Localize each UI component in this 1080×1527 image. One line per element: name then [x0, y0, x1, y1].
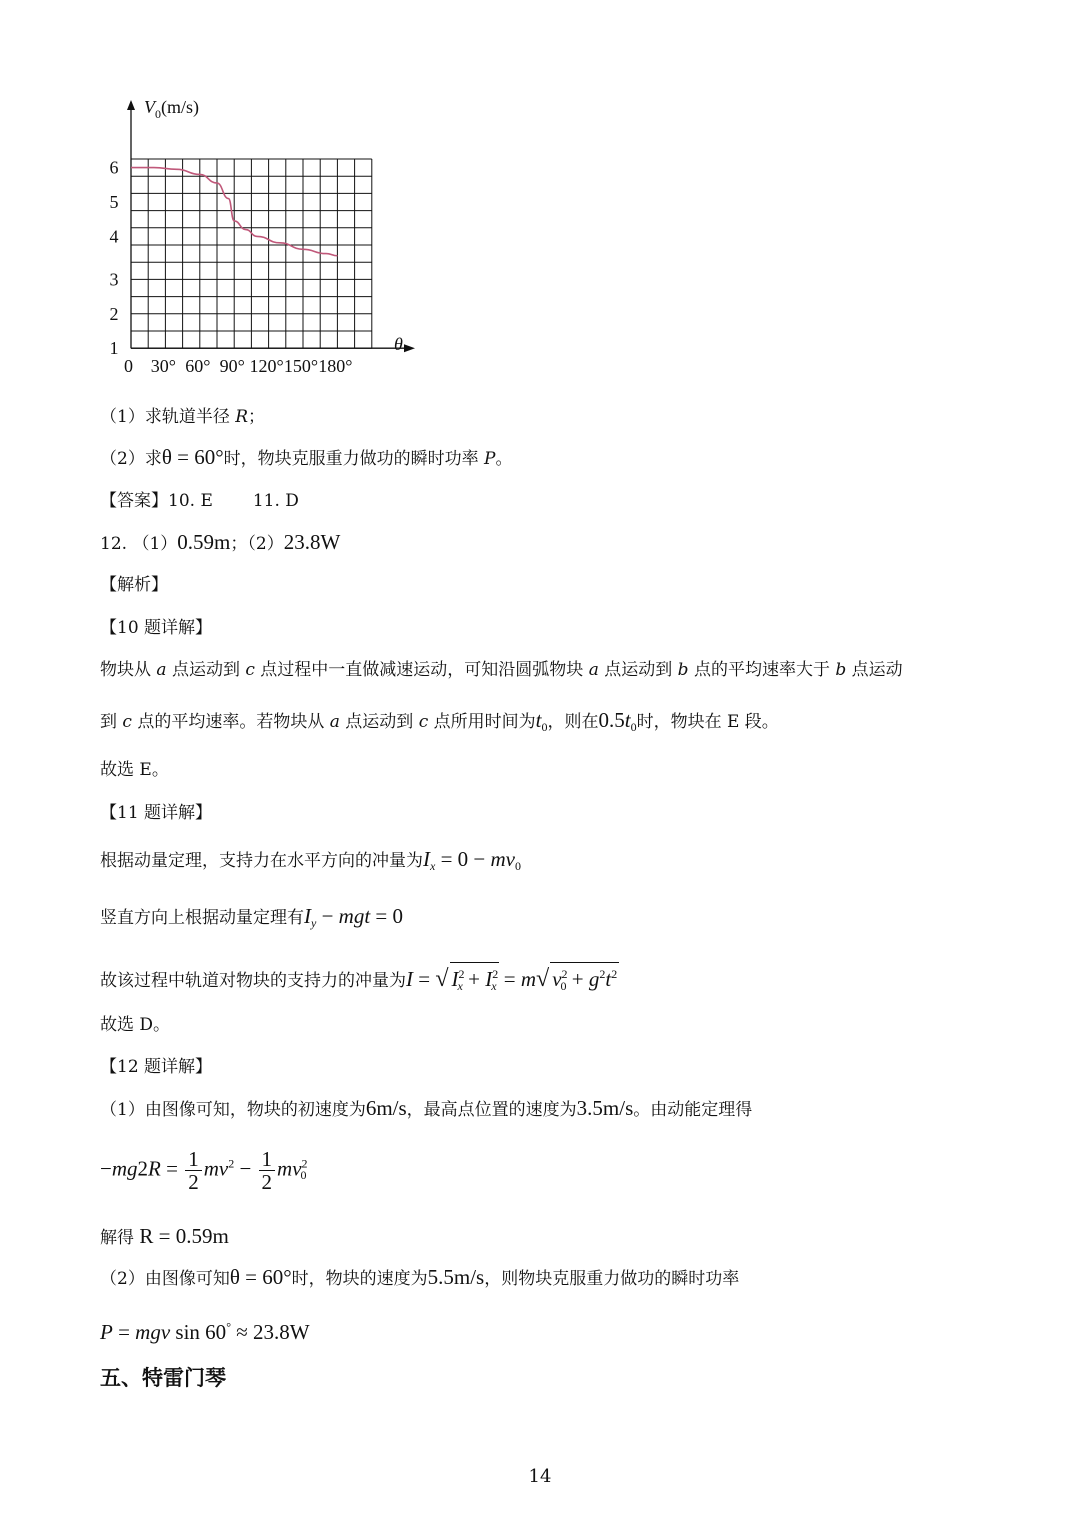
detail-11-conclusion: 故选 D。: [100, 1015, 171, 1035]
y-tick-label: 4: [109, 226, 119, 247]
detail-10-conclusion: 故选 E。: [100, 760, 169, 780]
chart-grid: [131, 159, 372, 348]
detail-11-line-3: 故该过程中轨道对物块的支持力的冲量为I = √ $I^2_x + I^2_x = m√$ $v^2_0 + g^2t^2$: [100, 962, 619, 997]
velocity-angle-chart: [96, 90, 426, 380]
answer-line: 【答案】10. E 11. D: [100, 491, 299, 511]
formula-iy: $I_y$ − mgt = 0: [304, 904, 404, 930]
detail-10-line-1: 物块从 a 点运动到 c 点过程中一直做减速运动，可知沿圆弧物块 a 点运动到 b 点的平均速率大于 b 点运动: [100, 660, 903, 680]
power-equation: P = mgv sin 60° ≈ 23.8W: [100, 1320, 310, 1344]
y-tick-label: 3: [109, 269, 119, 290]
detail-11-heading: 【11 题详解】: [100, 803, 213, 823]
chart-ticks: [110, 158, 353, 376]
x-tick-label: 180°: [318, 356, 353, 376]
origin-label: 0: [124, 356, 133, 376]
x-axis-label: θ: [394, 334, 403, 354]
y-axis-label: $V_0(m/s)$: [144, 97, 199, 121]
analysis-label: 【解析】: [100, 575, 168, 595]
detail-10-heading: 【10 题详解】: [100, 618, 213, 638]
x-tick-label: 90°: [219, 356, 245, 376]
detail-12-line-1: （1）由图像可知，物块的初速度为6m/s，最高点位置的速度为3.5m/s。由动能定理得: [100, 1096, 753, 1120]
x-tick-label: 60°: [185, 356, 211, 376]
y-tick-label: 6: [109, 157, 119, 178]
detail-12-heading: 【12 题详解】: [100, 1057, 213, 1077]
y-axis-arrow: [127, 100, 135, 110]
y-tick-label: 2: [109, 303, 119, 324]
x-tick-label: 120°: [249, 356, 284, 376]
answer-12: 12. （1）0.59m；（2）23.8W: [100, 530, 341, 554]
x-tick-label: 30°: [150, 356, 177, 376]
detail-11-line-1: 根据动量定理，支持力在水平方向的冲量为$I_x = 0 - mv_0$: [100, 847, 522, 873]
page-number: 14: [528, 1466, 552, 1487]
question-1: （1）求轨道半径 R；: [100, 407, 266, 427]
section-heading: 五、特雷门琴: [100, 1366, 226, 1390]
energy-equation: −mg2R = $\frac{1}{2}$ $mv^2$ − $\frac{1}{2}$ $mv^2_0$: [100, 1147, 308, 1194]
detail-12-line-2: （2）由图像可知θ = 60°时，物块的速度为5.5m/s，则物块克服重力做功的瞬时功率: [100, 1265, 740, 1289]
y-tick-label: 1: [109, 338, 119, 359]
y-tick-label: 5: [109, 192, 119, 212]
question-2: （2）求θ = 60°时，物块克服重力做功的瞬时功率 P。: [100, 445, 513, 469]
formula-impulse: I = √ $I^2_x + I^2_x = m√$ $v^2_0 + g^2t^2$: [406, 967, 619, 991]
x-axis-arrow: [404, 344, 415, 352]
detail-11-line-2: 竖直方向上根据动量定理有$I_y$ − mgt = 0: [100, 904, 404, 930]
formula-ix: $I_x = 0 - mv_0$: [423, 847, 522, 873]
detail-12-solve: 解得 R = 0.59m: [100, 1224, 229, 1248]
detail-10-line-2: 到 c 点的平均速率。若物块从 a 点运动到 c 点所用时间为$t_0$，则在$0.5t_0$时，物块在 E 段。: [100, 708, 779, 734]
x-tick-label: 150°: [283, 356, 319, 376]
